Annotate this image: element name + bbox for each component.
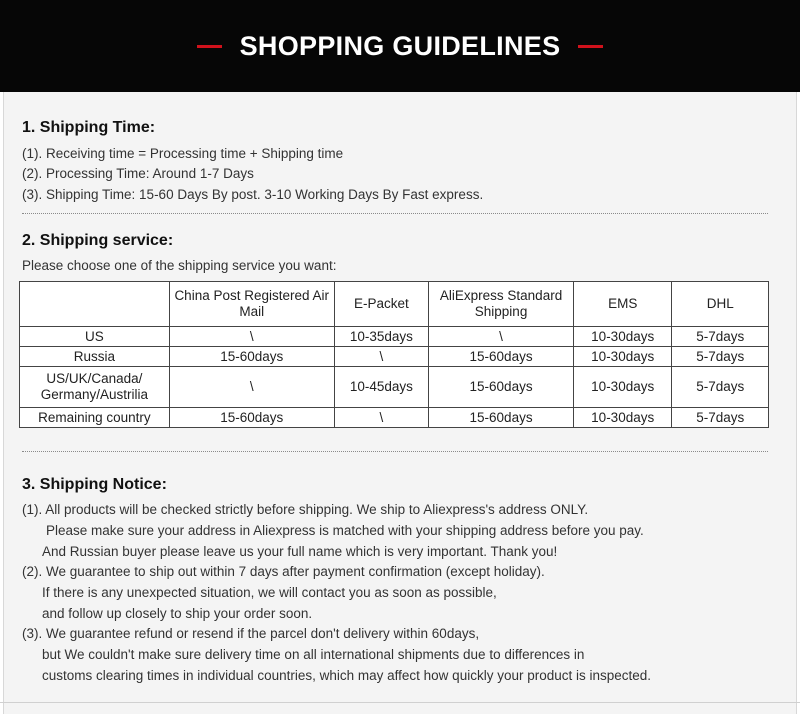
- shipping-notice-line-9: customs clearing times in individual countries, which may affect how quickly your product is inspected.: [42, 668, 652, 683]
- table-cell: \: [429, 327, 574, 347]
- table-cell: \: [169, 327, 334, 347]
- shipping-time-line-3: (3). Shipping Time: 15-60 Days By post. 3-10 Working Days By Fast express.: [22, 187, 484, 202]
- shipping-notice-line-6: and follow up closely to ship your order soon.: [42, 606, 313, 621]
- table-cell: 5-7days: [672, 327, 769, 347]
- table-header-cell: AliExpress Standard Shipping: [429, 282, 574, 327]
- bottom-rule: [0, 702, 800, 703]
- shipping-notice-line-8: but We couldn't make sure delivery time on all international shipments due to differences in: [42, 647, 585, 662]
- shipping-time-title: 1. Shipping Time:: [22, 119, 156, 136]
- section-divider-1: [22, 213, 768, 214]
- table-cell: US: [20, 327, 170, 347]
- table-header-cell: E-Packet: [334, 282, 429, 327]
- section-divider-2: [22, 451, 768, 452]
- table-cell: Russia: [20, 347, 170, 367]
- table-header-cell: EMS: [573, 282, 672, 327]
- table-cell: 10-30days: [573, 367, 672, 408]
- table-cell: 5-7days: [672, 347, 769, 367]
- table-header-cell: DHL: [672, 282, 769, 327]
- table-row: [20, 408, 769, 428]
- shipping-notice-title: 3. Shipping Notice:: [22, 476, 167, 493]
- table-cell: \: [334, 408, 429, 428]
- table-cell: 15-60days: [429, 408, 574, 428]
- table-cell: \: [334, 347, 429, 367]
- shipping-notice-line-7: (3). We guarantee refund or resend if the parcel don't delivery within 60days,: [22, 626, 480, 641]
- table-cell: 15-60days: [429, 367, 574, 408]
- shipping-service-table: [19, 281, 769, 428]
- page-title: SHOPPING GUIDELINES: [239, 30, 561, 61]
- header-banner: [0, 0, 800, 92]
- table-cell: 15-60days: [429, 347, 574, 367]
- left-accent-dash: [197, 45, 222, 48]
- shipping-notice-line-5: If there is any unexpected situation, we will contact you as soon as possible,: [42, 585, 497, 600]
- shipping-notice-line-4: (2). We guarantee to ship out within 7 days after payment confirmation (except holiday).: [22, 564, 545, 579]
- table-cell: 10-30days: [573, 347, 672, 367]
- table-cell: US/UK/Canada/ Germany/Austrilia: [20, 367, 170, 408]
- shipping-service-intro: Please choose one of the shipping service you want:: [22, 258, 337, 273]
- table-cell: Remaining country: [20, 408, 170, 428]
- shipping-notice-line-2: Please make sure your address in Aliexpress is matched with your shipping address before you pay.: [46, 523, 644, 538]
- table-header-cell: [20, 282, 170, 327]
- table-header-cell: China Post Registered Air Mail: [169, 282, 334, 327]
- shipping-notice-line-3: And Russian buyer please leave us your full name which is very important. Thank you!: [42, 544, 558, 559]
- table-cell: 5-7days: [672, 408, 769, 428]
- guidelines-content: [3, 92, 797, 714]
- shipping-notice-line-1: (1). All products will be checked strictly before shipping. We ship to Aliexpress's address ONLY.: [22, 502, 589, 517]
- table-cell: 5-7days: [672, 367, 769, 408]
- table-cell: 10-30days: [573, 327, 672, 347]
- table-row: [20, 347, 769, 367]
- table-header-row: [20, 282, 769, 327]
- right-accent-dash: [578, 45, 603, 48]
- shipping-service-title: 2. Shipping service:: [22, 232, 174, 249]
- table-cell: 10-45days: [334, 367, 429, 408]
- table-row: [20, 327, 769, 347]
- shipping-time-line-2: (2). Processing Time: Around 1-7 Days: [22, 166, 254, 181]
- table-cell: 15-60days: [169, 408, 334, 428]
- shipping-time-line-1: (1). Receiving time = Processing time + Shipping time: [22, 146, 344, 161]
- table-cell: 10-35days: [334, 327, 429, 347]
- table-cell: \: [169, 367, 334, 408]
- table-row: [20, 367, 769, 408]
- table-cell: 15-60days: [169, 347, 334, 367]
- table-cell: 10-30days: [573, 408, 672, 428]
